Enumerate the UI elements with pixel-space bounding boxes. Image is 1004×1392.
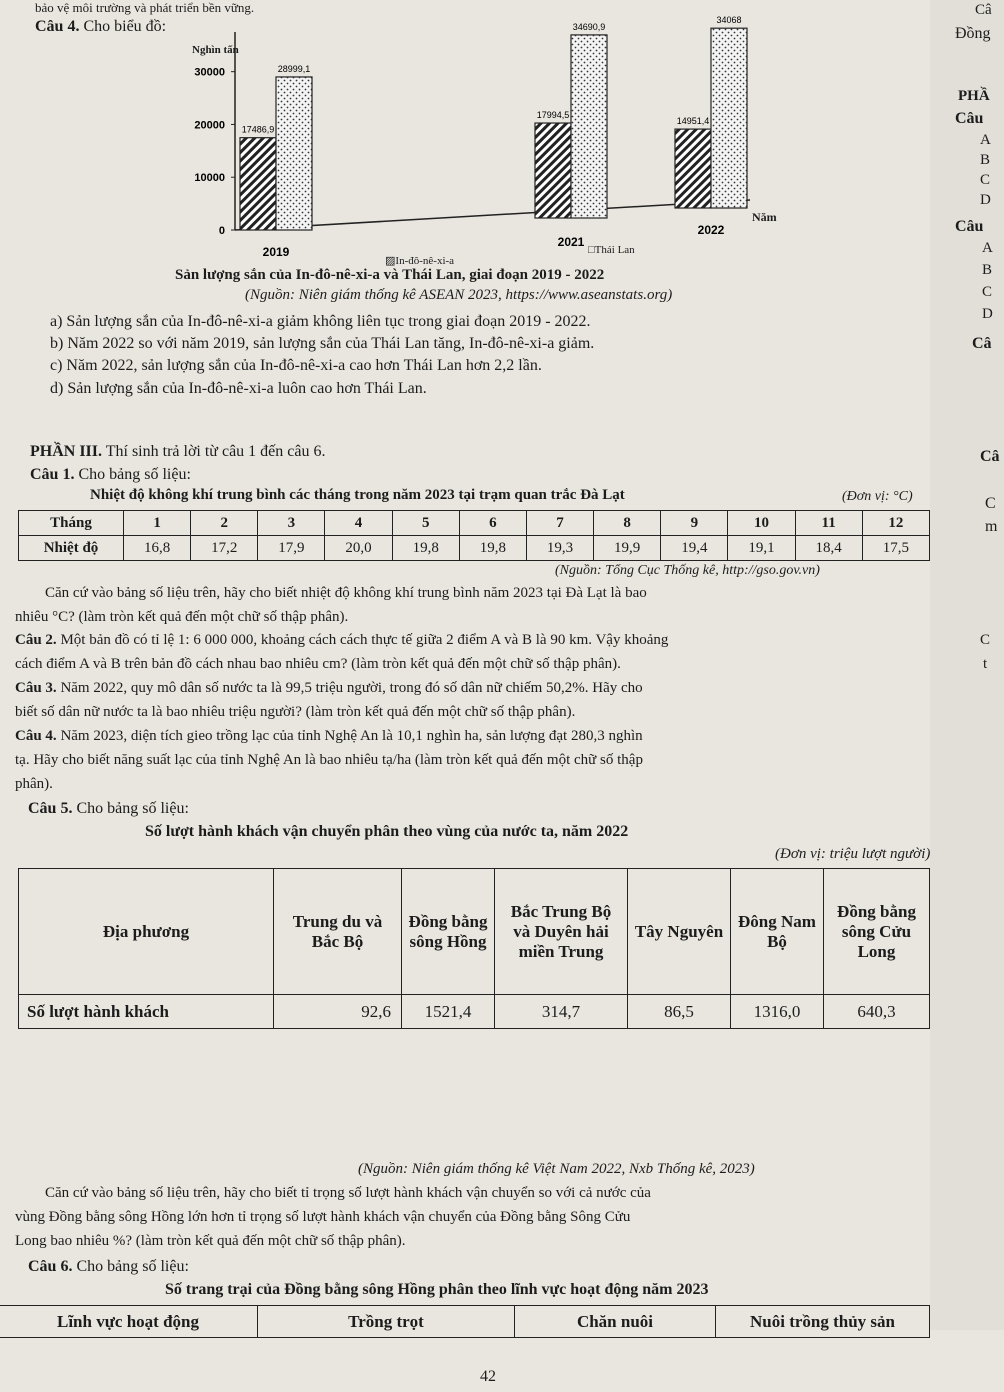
- table-cell: 16,8: [124, 536, 191, 561]
- margin-text: A: [980, 132, 991, 148]
- table-cell: 11: [795, 511, 862, 536]
- chart-source: (Nguồn: Niên giám thống kê ASEAN 2023, https://www.aseanstats.org): [245, 287, 673, 303]
- table-cell: 4: [325, 511, 392, 536]
- data-label: 34068: [716, 15, 742, 26]
- table-cell: Đồng bằng sông Cửu Long: [824, 869, 930, 995]
- data-label: 17486,9: [241, 124, 275, 135]
- q3-text-1: Câu 3. Năm 2022, quy mô dân số nước ta là 99,5 triệu người, trong đó số dân nữ chiếm 50,2%. Hãy cho: [15, 680, 643, 696]
- table-cell: 92,6: [274, 995, 402, 1029]
- table-cell: 5: [392, 511, 459, 536]
- bar: [571, 35, 607, 218]
- margin-text: B: [980, 152, 991, 168]
- table-cell: Bắc Trung Bộ và Duyên hải miền Trung: [495, 869, 628, 995]
- option-c: c) Năm 2022, sản lượng sắn của In-đô-nê-xi-a cao hơn Thái Lan hơn 2,2 lần.: [50, 357, 542, 374]
- table-cell: Nuôi trồng thủy sản: [716, 1306, 930, 1338]
- table-cell: 19,1: [728, 536, 795, 561]
- q5-source: (Nguồn: Niên giám thống kê Việt Nam 2022, Nxb Thống kê, 2023): [358, 1161, 755, 1177]
- table-row: [19, 995, 930, 1029]
- table-cell: 3: [258, 511, 325, 536]
- margin-text: C: [985, 495, 996, 512]
- table-cell: Chăn nuôi: [515, 1306, 716, 1338]
- temperature-table: [18, 510, 930, 561]
- q2-text-2: cách điểm A và B trên bản đồ cách nhau bao nhiêu cm? (làm tròn kết quả đến một chữ số thập phân).: [15, 656, 621, 672]
- table-cell: 9: [661, 511, 728, 536]
- table-cell: Trồng trọt: [258, 1306, 515, 1338]
- q5-text-3: Long bao nhiêu %? (làm tròn kết quả đến một chữ số thập phân).: [15, 1233, 406, 1249]
- table-cell: Địa phương: [19, 869, 274, 995]
- x-tick-label: 2021: [557, 235, 585, 249]
- option-d: d) Sản lượng sắn của In-đô-nê-xi-a luôn cao hơn Thái Lan.: [50, 380, 427, 397]
- x-axis-label: Năm: [752, 210, 777, 224]
- margin-text: Câ: [972, 335, 992, 352]
- y-tick-label: 30000: [194, 66, 225, 79]
- table-cell: 1316,0: [731, 995, 824, 1029]
- margin-text: C: [980, 632, 991, 648]
- q1-heading: Câu 1. Cho bảng số liệu:: [30, 466, 191, 483]
- table-cell: 1521,4: [402, 995, 495, 1029]
- q4-heading: Câu 4. Cho biểu đồ:: [35, 18, 167, 35]
- option-b: b) Năm 2022 so với năm 2019, sản lượng sắn của Thái Lan tăng, In-đô-nê-xi-a giảm.: [50, 335, 595, 352]
- q5-text-2: vùng Đồng bằng sông Hồng lớn hơn tỉ trọng số lượt hành khách vận chuyển của Đồng bằng Sông Cửu: [15, 1209, 631, 1225]
- table-cell: 86,5: [628, 995, 731, 1029]
- table-row: [0, 1306, 930, 1338]
- q5-unit: (Đơn vị: triệu lượt người): [775, 846, 931, 862]
- q1-source: (Nguồn: Tổng Cục Thống kê, http://gso.gov.vn): [555, 563, 820, 578]
- table-cell: 19,9: [594, 536, 661, 561]
- margin-text: D: [980, 192, 991, 208]
- bar: [276, 77, 312, 230]
- q4b-text-1: Câu 4. Năm 2023, diện tích gieo trồng lạc của tỉnh Nghệ An là 10,1 nghìn ha, sản lượng đạt 280,3 nghìn: [15, 728, 643, 744]
- adjacent-page-strip: [930, 0, 1004, 1330]
- table-cell: 8: [594, 511, 661, 536]
- bar: [535, 123, 571, 218]
- table-cell: Trung du và Bắc Bộ: [274, 869, 402, 995]
- table-cell: 640,3: [824, 995, 930, 1029]
- x-tick-label: 2019: [262, 245, 290, 259]
- margin-text: PHẦ: [958, 88, 990, 104]
- margin-text: A: [982, 240, 993, 256]
- x-tick-label: 2022: [697, 223, 725, 237]
- q1-text-2: nhiêu °C? (làm tròn kết quả đến một chữ số thập phân).: [15, 609, 349, 625]
- q5-table-title: Số lượt hành khách vận chuyển phân theo vùng của nước ta, năm 2022: [145, 823, 629, 840]
- margin-text: Câu: [955, 218, 984, 235]
- table-cell: Lĩnh vực hoạt động: [0, 1306, 258, 1338]
- q4b-text-3: phân).: [15, 776, 53, 792]
- table-cell: 17,5: [862, 536, 929, 561]
- margin-text: Đồng: [955, 25, 991, 42]
- page-number: 42: [480, 1368, 496, 1385]
- q1-text-1: Căn cứ vào bảng số liệu trên, hãy cho biết nhiệt độ không khí trung bình năm 2023 tại Đà Lạt là bao: [45, 585, 647, 601]
- table-cell: 12: [862, 511, 929, 536]
- part3-heading: PHẦN III. Thí sinh trả lời từ câu 1 đến câu 6.: [30, 443, 326, 460]
- chart-title: Sản lượng sắn của In-đô-nê-xi-a và Thái Lan, giai đoạn 2019 - 2022: [175, 267, 605, 283]
- legend-thailand: □Thái Lan: [588, 244, 635, 256]
- q5-heading: Câu 5. Cho bảng số liệu:: [28, 800, 189, 817]
- y-axis-label: Nghìn tấn: [192, 44, 239, 56]
- table-cell: 1: [124, 511, 191, 536]
- q2-text-1: Câu 2. Một bản đồ có tỉ lệ 1: 6 000 000, khoảng cách cách thực tế giữa 2 điểm A và B là 90 km. Vậy khoảng: [15, 632, 669, 648]
- table-cell: 2: [191, 511, 258, 536]
- table-row: [19, 536, 930, 561]
- table-cell: 19,3: [526, 536, 593, 561]
- table-row: [19, 511, 930, 536]
- q4b-text-2: tạ. Hãy cho biết năng suất lạc của tỉnh Nghệ An là bao nhiêu tạ/ha (làm tròn kết quả đến một chữ số thập: [15, 752, 643, 768]
- table-cell: Tháng: [19, 511, 124, 536]
- table-cell: Đông Nam Bộ: [731, 869, 824, 995]
- margin-text: t: [983, 656, 988, 672]
- q3-text-2: biết số dân nữ nước ta là bao nhiêu triệu người? (làm tròn kết quả đến một chữ số thập phân).: [15, 704, 576, 720]
- q1-unit: (Đơn vị: °C): [842, 489, 913, 504]
- table-cell: Tây Nguyên: [628, 869, 731, 995]
- option-a: a) Sản lượng sắn của In-đô-nê-xi-a giảm không liên tục trong giai đoạn 2019 - 2022.: [50, 313, 591, 330]
- cassava-chart: [160, 10, 860, 280]
- bar: [711, 28, 747, 208]
- table-cell: 19,8: [392, 536, 459, 561]
- margin-text: C: [980, 172, 991, 188]
- y-tick-label: 10000: [194, 172, 225, 185]
- table-row: [19, 869, 930, 995]
- table-cell: 18,4: [795, 536, 862, 561]
- table-cell: Số lượt hành khách: [19, 995, 274, 1029]
- table-cell: Nhiệt độ: [19, 536, 124, 561]
- table-cell: 17,2: [191, 536, 258, 561]
- passenger-table: [18, 868, 930, 1029]
- margin-text: Câ: [975, 2, 992, 18]
- table-cell: 19,8: [459, 536, 526, 561]
- data-label: 34690,9: [572, 21, 606, 32]
- data-label: 14951,4: [676, 116, 710, 127]
- legend-indonesia: ▨In-đô-nê-xi-a: [385, 255, 455, 267]
- data-label: 28999,1: [277, 63, 311, 74]
- margin-text: Câ: [980, 448, 1000, 465]
- farm-table: [0, 1305, 930, 1338]
- table-cell: 7: [526, 511, 593, 536]
- margin-text: m: [985, 518, 998, 535]
- margin-text: C: [982, 284, 993, 300]
- y-tick-label: 0: [218, 225, 225, 237]
- table-cell: 10: [728, 511, 795, 536]
- header-fragment: bảo vệ môi trường và phát triển bền vững.: [35, 0, 255, 15]
- margin-text: B: [982, 262, 993, 278]
- table-cell: 20,0: [325, 536, 392, 561]
- q6-table-title: Số trang trại của Đồng bằng sông Hồng phân theo lĩnh vực hoạt động năm 2023: [165, 1281, 709, 1298]
- data-label: 17994,5: [536, 110, 570, 121]
- margin-text: Câu: [955, 110, 984, 127]
- q6-heading: Câu 6. Cho bảng số liệu:: [28, 1258, 189, 1275]
- table-cell: 314,7: [495, 995, 628, 1029]
- bar: [240, 138, 276, 230]
- table-cell: 19,4: [661, 536, 728, 561]
- margin-text: D: [982, 306, 993, 322]
- bar: [675, 129, 711, 208]
- table-cell: Đồng bằng sông Hồng: [402, 869, 495, 995]
- table-cell: 6: [459, 511, 526, 536]
- table-cell: 17,9: [258, 536, 325, 561]
- q1-table-title: Nhiệt độ không khí trung bình các tháng trong năm 2023 tại trạm quan trắc Đà Lạt: [90, 487, 625, 503]
- q5-text-1: Căn cứ vào bảng số liệu trên, hãy cho biết tỉ trọng số lượt hành khách vận chuyển so với cả nước của: [45, 1185, 651, 1201]
- y-tick-label: 20000: [194, 119, 225, 132]
